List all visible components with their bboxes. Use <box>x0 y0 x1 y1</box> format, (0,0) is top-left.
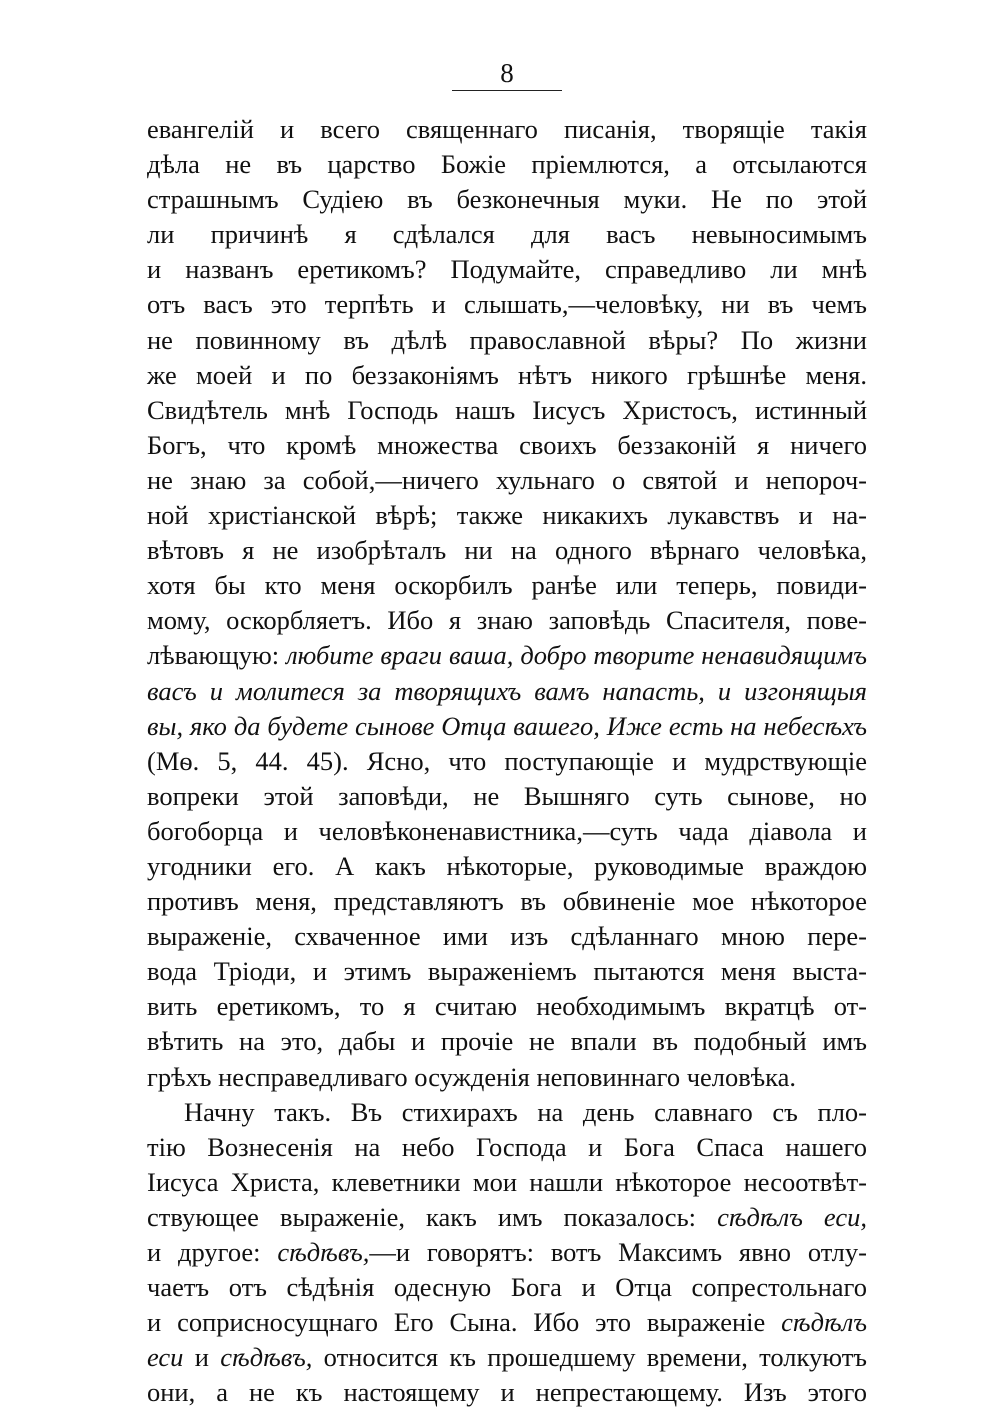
text-line: евангелій и всего священнаго писанія, творящіе такія <box>147 114 867 144</box>
text-line: Богъ, что кромѣ множества своихъ беззаконій я ничего <box>147 429 867 460</box>
italic-quote: любите враги ваша, добро творите ненавидящимъ <box>286 640 867 671</box>
text-line: ной христіанской вѣрѣ; также никакихъ лукавствъ и на- <box>147 500 867 531</box>
text-line: же моей и по беззаконіямъ нѣтъ никого грѣшнѣе меня. <box>147 359 867 390</box>
text-line: и соприсносущнаго Его Сына. Ибо это выраженіе сѣдѣлъ <box>147 1307 867 1338</box>
text-line <box>147 709 867 744</box>
italic-quote: васъ и молитеся за творящихъ вамъ напасть, и изгонящыя <box>147 675 867 706</box>
body-text <box>147 112 867 1410</box>
text-line: тію Вознесенія на небо Господа и Бога Спаса нашего <box>147 1131 867 1162</box>
text-line-paragraph-start: Начну такъ. Въ стихирахъ на день славнаго съ пло- <box>184 1096 867 1127</box>
text-line-paragraph-end: грѣхъ несправедливаго осужденія неповиннаго человѣка. <box>147 1061 797 1092</box>
text-line: выраженіе, схваченное ими изъ сдѣланнаго мною пере- <box>147 921 867 952</box>
text-line: ствующее выраженіе, какъ имъ показалось: сѣдѣлъ еси, <box>147 1201 867 1232</box>
text-line: Іисуса Христа, клеветники мои нашли нѣкоторое несоотвѣт- <box>147 1166 867 1197</box>
text-line: хотя бы кто меня оскорбилъ ранѣе или теперь, повиди- <box>147 570 867 601</box>
italic-term: сѣдѣвъ, <box>277 1237 370 1267</box>
italic-term: еси <box>147 1342 184 1373</box>
text-line: дѣла не въ царство Божіе пріемлются, а отсылаются <box>147 149 867 180</box>
text-line: еси и сѣдѣвъ, относится къ прошедшему времени, толкуютъ <box>147 1342 867 1373</box>
text-line: чаетъ отъ сѣдѣнія одесную Бога и Отца сопрестольнаго <box>147 1272 867 1303</box>
text-line: вить еретикомъ, то я считаю необходимымъ вкратцѣ от- <box>147 991 867 1022</box>
text-line: богоборца и человѣконенавистника,—суть чада діавола и <box>147 815 867 846</box>
italic-term: сѣдѣлъ еси, <box>717 1201 867 1232</box>
text-line <box>147 674 867 709</box>
text-line: и другое: сѣдѣвъ,—и говорятъ: вотъ Максимъ явно отлу- <box>147 1237 867 1267</box>
text-line: (Мѳ. 5, 44. 45). Ясно, что поступающіе и мудрствующіе <box>147 745 867 776</box>
italic-term: сѣдѣлъ <box>781 1307 867 1338</box>
text-line: лѣвающую: любите враги ваша, добро творите ненавидящимъ <box>147 640 867 671</box>
text-line: ли причинѣ я сдѣлался для васъ невыносимымъ <box>147 219 867 250</box>
text-line: не знаю за собой,—ничего хульнаго о святой и непороч- <box>147 464 867 495</box>
text-line: страшнымъ Судіею въ безконечныя муки. Не по этой <box>147 184 867 215</box>
page-number-rule <box>452 90 562 91</box>
page-number: 8 <box>500 58 514 88</box>
text-line: Свидѣтель мнѣ Господь нашъ Іисусъ Христосъ, истинный <box>147 394 867 425</box>
text-line: и названъ еретикомъ? Подумайте, справедливо ли мнѣ <box>147 254 867 285</box>
text-line: вѣтовъ я не изобрѣталъ ни на одного вѣрнаго человѣка, <box>147 535 867 566</box>
italic-quote: вы, яко да будете сынове Отца вашего, Иже есть на небесѣхъ <box>147 710 867 741</box>
text-line: противъ меня, представляютъ въ обвиненіе мое нѣкоторое <box>147 886 867 917</box>
text-line: они, а не къ настоящему и непрестающему. Изъ этого <box>147 1377 867 1408</box>
italic-term: сѣдѣвъ, <box>220 1342 313 1373</box>
text-line: вопреки этой заповѣди, не Вышняго суть сынове, но <box>147 780 867 811</box>
text-line: вѣтить на это, дабы и прочіе не впали въ подобный имъ <box>147 1026 867 1057</box>
text-line: вода Тріоди, и этимъ выраженіемъ пытаются меня выста- <box>147 956 867 987</box>
text-line: мому, оскорбляетъ. Ибо я знаю заповѣдь Спасителя, пове- <box>147 605 867 636</box>
text-line: угодники его. А какъ нѣкоторые, руководимые враждою <box>147 850 867 881</box>
text-line: не повинному въ дѣлѣ православной вѣры? По жизни <box>147 324 867 355</box>
text-line: отъ васъ это терпѣть и слышать,—человѣку, ни въ чемъ <box>147 289 867 320</box>
